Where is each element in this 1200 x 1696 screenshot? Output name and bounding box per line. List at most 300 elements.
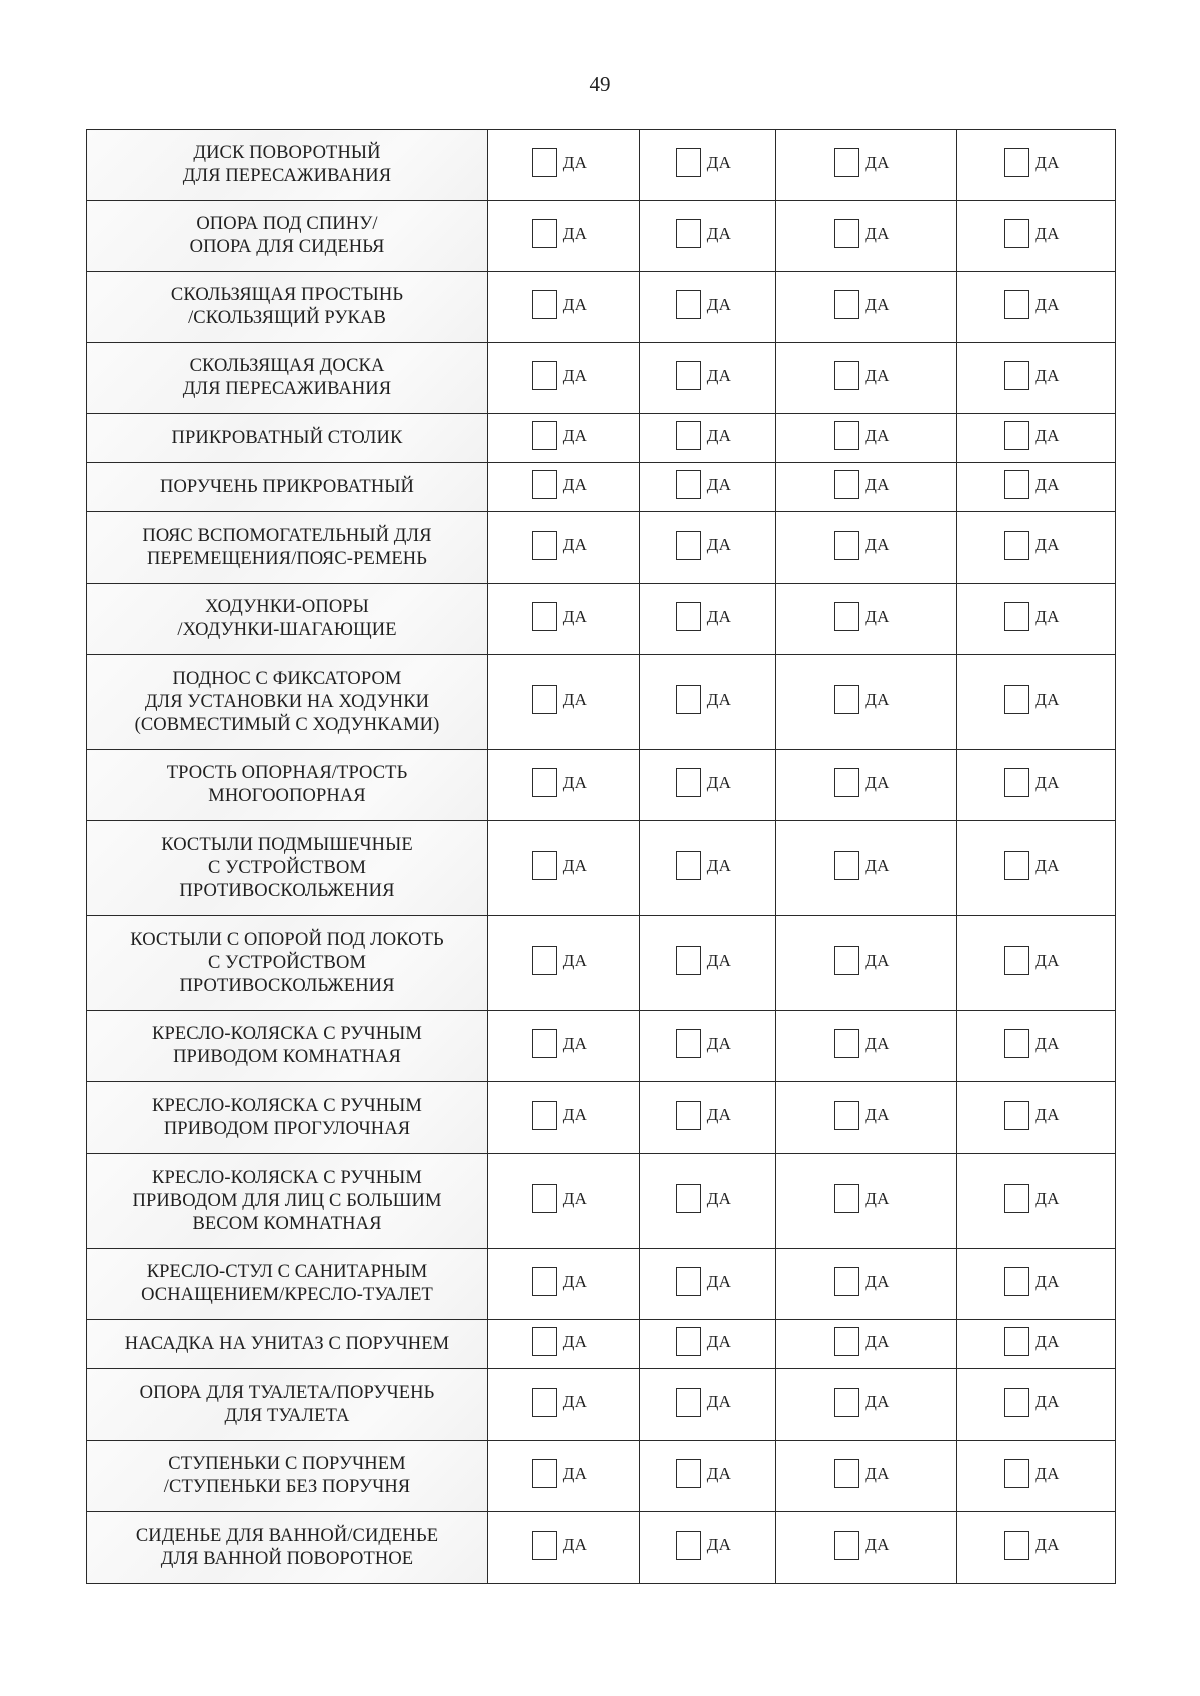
yes-label: ДА xyxy=(865,855,890,875)
item-name-cell xyxy=(87,1369,488,1441)
yes-option[interactable] xyxy=(532,1531,587,1560)
yes-option[interactable] xyxy=(676,531,731,560)
yes-option[interactable] xyxy=(532,1327,587,1356)
checkbox[interactable] xyxy=(676,1388,701,1417)
table-row xyxy=(87,1512,1116,1584)
checkbox[interactable] xyxy=(834,1388,859,1417)
yes-option[interactable] xyxy=(532,421,587,450)
yes-option[interactable] xyxy=(1004,1267,1059,1296)
item-name: СТУПЕНЬКИ С ПОРУЧНЕМ /СТУПЕНЬКИ БЕЗ ПОРУЧНЯ xyxy=(163,1454,411,1497)
yes-label: ДА xyxy=(706,425,732,445)
yes-label: ДА xyxy=(1035,474,1060,494)
option-cell xyxy=(640,916,776,1011)
yes-option[interactable] xyxy=(676,290,731,319)
table-row xyxy=(87,512,1116,584)
checkbox[interactable] xyxy=(532,851,557,880)
yes-label: ДА xyxy=(1035,1463,1060,1483)
checkbox[interactable] xyxy=(532,470,557,499)
yes-option[interactable] xyxy=(532,1388,587,1417)
checkbox[interactable] xyxy=(532,1029,557,1058)
table-row xyxy=(87,1320,1116,1369)
yes-option[interactable] xyxy=(676,1327,731,1356)
yes-label: ДА xyxy=(865,535,890,554)
yes-label: ДА xyxy=(706,223,732,243)
yes-option[interactable] xyxy=(1004,290,1059,319)
yes-label: ДА xyxy=(1035,365,1060,385)
yes-option[interactable] xyxy=(834,946,889,975)
option-cell xyxy=(776,272,957,343)
option-cell xyxy=(957,343,1116,414)
checkbox[interactable] xyxy=(532,1388,557,1417)
yes-option[interactable] xyxy=(1004,531,1059,560)
yes-label: ДА xyxy=(706,606,732,626)
checkbox[interactable] xyxy=(676,1459,701,1488)
yes-label: ДА xyxy=(1035,1033,1060,1053)
yes-option[interactable] xyxy=(532,768,587,797)
checkbox[interactable] xyxy=(676,1531,701,1560)
yes-option[interactable] xyxy=(834,1388,889,1417)
yes-label: ДА xyxy=(865,689,890,709)
yes-label: ДА xyxy=(1035,152,1060,172)
option-cell xyxy=(776,1369,957,1441)
option-cell xyxy=(640,272,776,343)
yes-option[interactable] xyxy=(1004,1184,1059,1213)
checkbox[interactable] xyxy=(1004,1101,1029,1130)
yes-option[interactable] xyxy=(1004,470,1059,499)
yes-option[interactable] xyxy=(834,361,889,390)
option-cell xyxy=(640,584,776,655)
checkbox[interactable] xyxy=(834,685,859,714)
option-cell xyxy=(488,512,640,584)
checkbox[interactable] xyxy=(676,1029,701,1058)
table-row xyxy=(87,584,1116,655)
checkbox[interactable] xyxy=(1004,946,1029,975)
checkbox[interactable] xyxy=(834,1267,859,1296)
yes-label: ДА xyxy=(865,152,890,172)
yes-option[interactable] xyxy=(532,1101,587,1130)
option-cell xyxy=(640,1154,776,1249)
yes-option[interactable] xyxy=(834,602,889,631)
option-cell xyxy=(488,1369,640,1441)
option-cell xyxy=(776,1082,957,1154)
yes-label: ДА xyxy=(1035,689,1060,709)
yes-label: ДА xyxy=(562,855,588,875)
yes-label: ДА xyxy=(562,950,588,970)
yes-option[interactable] xyxy=(676,148,731,177)
option-cell xyxy=(957,916,1116,1011)
item-name: СИДЕНЬЕ ДЛЯ ВАННОЙ/СИДЕНЬЕ ДЛЯ ВАННОЙ ПОВОРОТНОЕ xyxy=(135,1525,439,1569)
yes-option[interactable] xyxy=(532,1459,587,1488)
option-cell xyxy=(640,512,776,584)
table-row xyxy=(87,201,1116,272)
yes-label: ДА xyxy=(562,1331,588,1351)
yes-option[interactable] xyxy=(676,851,731,880)
item-name: ОПОРА ПОД СПИНУ/ ОПОРА ДЛЯ СИДЕНЬЯ xyxy=(189,214,385,257)
option-cell xyxy=(488,821,640,916)
item-name-cell xyxy=(87,512,488,584)
checkbox[interactable] xyxy=(676,361,701,390)
checkbox[interactable] xyxy=(1004,1267,1029,1296)
option-cell xyxy=(488,1011,640,1082)
yes-option[interactable] xyxy=(834,1267,889,1296)
yes-label: ДА xyxy=(865,1188,890,1208)
checkbox[interactable] xyxy=(1004,1531,1029,1560)
yes-option[interactable] xyxy=(834,290,889,319)
yes-label: ДА xyxy=(706,1331,732,1351)
page-number: 49 xyxy=(589,72,611,96)
checkbox[interactable] xyxy=(1004,1327,1029,1356)
checkbox[interactable] xyxy=(834,851,859,880)
option-cell xyxy=(640,1441,776,1512)
checkbox[interactable] xyxy=(532,531,557,560)
option-cell xyxy=(957,655,1116,750)
yes-label: ДА xyxy=(706,1033,732,1053)
yes-option[interactable] xyxy=(676,1459,731,1488)
yes-option[interactable] xyxy=(532,470,587,499)
yes-option[interactable] xyxy=(532,1184,587,1213)
yes-option[interactable] xyxy=(1004,685,1059,714)
checkbox[interactable] xyxy=(532,1327,557,1356)
yes-option[interactable] xyxy=(834,1029,889,1058)
yes-option[interactable] xyxy=(676,1101,731,1130)
checkbox[interactable] xyxy=(676,1184,701,1213)
checkbox[interactable] xyxy=(834,1531,859,1560)
yes-label: ДА xyxy=(562,1033,588,1053)
yes-option[interactable] xyxy=(834,768,889,797)
yes-option[interactable] xyxy=(1004,851,1059,880)
yes-option[interactable] xyxy=(1004,1459,1059,1488)
yes-option[interactable] xyxy=(676,1267,731,1296)
yes-option[interactable] xyxy=(532,1029,587,1058)
yes-option[interactable] xyxy=(676,470,731,499)
checkbox[interactable] xyxy=(676,1327,701,1356)
yes-label: ДА xyxy=(1035,1188,1060,1208)
checkbox[interactable] xyxy=(532,290,557,319)
checkbox[interactable] xyxy=(676,685,701,714)
yes-option[interactable] xyxy=(532,946,587,975)
yes-option[interactable] xyxy=(834,1531,889,1560)
checkbox[interactable] xyxy=(532,1101,557,1130)
yes-option[interactable] xyxy=(1004,1388,1059,1417)
yes-label: ДА xyxy=(865,772,890,792)
checkbox[interactable] xyxy=(532,685,557,714)
yes-option[interactable] xyxy=(834,1459,889,1488)
yes-option[interactable] xyxy=(532,290,587,319)
checkbox[interactable] xyxy=(834,768,859,797)
checkbox[interactable] xyxy=(532,602,557,631)
yes-label: ДА xyxy=(706,1463,732,1483)
checkbox[interactable] xyxy=(532,1531,557,1560)
yes-option[interactable] xyxy=(834,219,889,248)
yes-label: ДА xyxy=(1035,535,1060,554)
yes-option[interactable] xyxy=(532,685,587,714)
option-cell xyxy=(640,1011,776,1082)
checkbox[interactable] xyxy=(1004,1388,1029,1417)
checkbox[interactable] xyxy=(1004,1459,1029,1488)
yes-option[interactable] xyxy=(676,1029,731,1058)
yes-label: ДА xyxy=(562,535,588,554)
yes-label: ДА xyxy=(865,1033,890,1053)
yes-label: ДА xyxy=(562,1463,588,1483)
yes-option[interactable] xyxy=(676,1388,731,1417)
checkbox[interactable] xyxy=(834,1101,859,1130)
checkbox[interactable] xyxy=(834,421,859,450)
yes-option[interactable] xyxy=(532,148,587,177)
yes-option[interactable] xyxy=(1004,148,1059,177)
yes-label: ДА xyxy=(562,223,588,243)
option-cell xyxy=(776,463,957,512)
yes-label: ДА xyxy=(865,606,890,626)
table-row xyxy=(87,655,1116,750)
checkbox[interactable] xyxy=(532,148,557,177)
item-name: НАСАДКА НА УНИТАЗ С ПОРУЧНЕМ xyxy=(124,1333,450,1354)
checkbox[interactable] xyxy=(1004,851,1029,880)
yes-option[interactable] xyxy=(1004,602,1059,631)
item-name-cell xyxy=(87,130,488,201)
yes-option[interactable] xyxy=(676,685,731,714)
option-cell xyxy=(640,130,776,201)
option-cell xyxy=(488,414,640,463)
checkbox[interactable] xyxy=(676,851,701,880)
yes-option[interactable] xyxy=(532,219,587,248)
yes-option[interactable] xyxy=(834,531,889,560)
option-cell xyxy=(957,1011,1116,1082)
option-cell xyxy=(957,512,1116,584)
option-cell xyxy=(640,1082,776,1154)
checkbox[interactable] xyxy=(1004,685,1029,714)
checkbox[interactable] xyxy=(676,602,701,631)
checkbox[interactable] xyxy=(532,1267,557,1296)
checkbox[interactable] xyxy=(676,219,701,248)
option-cell xyxy=(640,463,776,512)
item-name: КОСТЫЛИ ПОДМЫШЕЧНЫЕ С УСТРОЙСТВОМ ПРОТИВОСКОЛЬЖЕНИЯ xyxy=(161,834,413,901)
checkbox[interactable] xyxy=(1004,219,1029,248)
yes-label: ДА xyxy=(865,1331,890,1351)
checkbox[interactable] xyxy=(1004,470,1029,499)
yes-label: ДА xyxy=(1035,772,1060,792)
checkbox[interactable] xyxy=(676,768,701,797)
yes-label: ДА xyxy=(865,365,890,385)
yes-option[interactable] xyxy=(1004,768,1059,797)
option-cell xyxy=(640,201,776,272)
option-cell xyxy=(957,130,1116,201)
checkbox[interactable] xyxy=(1004,1184,1029,1213)
yes-option[interactable] xyxy=(1004,421,1059,450)
checkbox[interactable] xyxy=(1004,602,1029,631)
checkbox[interactable] xyxy=(1004,1029,1029,1058)
checkbox[interactable] xyxy=(1004,290,1029,319)
checkbox[interactable] xyxy=(532,1184,557,1213)
yes-option[interactable] xyxy=(834,421,889,450)
checkbox[interactable] xyxy=(834,361,859,390)
option-cell xyxy=(776,1320,957,1369)
option-cell xyxy=(776,414,957,463)
yes-label: ДА xyxy=(562,365,588,385)
yes-option[interactable] xyxy=(1004,946,1059,975)
item-name-cell xyxy=(87,916,488,1011)
item-name-cell xyxy=(87,414,488,463)
yes-option[interactable] xyxy=(532,602,587,631)
item-name: КРЕСЛО-СТУЛ С САНИТАРНЫМ ОСНАЩЕНИЕМ/КРЕСЛО-ТУАЛЕТ xyxy=(141,1262,433,1305)
option-cell xyxy=(640,1512,776,1584)
yes-option[interactable] xyxy=(532,1267,587,1296)
yes-option[interactable] xyxy=(1004,1327,1059,1356)
checkbox[interactable] xyxy=(834,148,859,177)
checkbox[interactable] xyxy=(834,219,859,248)
option-cell xyxy=(488,750,640,821)
option-cell xyxy=(488,201,640,272)
yes-label: ДА xyxy=(1035,1392,1060,1411)
checkbox[interactable] xyxy=(676,531,701,560)
checkbox[interactable] xyxy=(1004,361,1029,390)
yes-label: ДА xyxy=(1035,1105,1060,1124)
yes-label: ДА xyxy=(706,1392,732,1411)
yes-option[interactable] xyxy=(1004,1101,1059,1130)
option-cell xyxy=(776,343,957,414)
yes-label: ДА xyxy=(865,1105,890,1124)
yes-label: ДА xyxy=(706,689,732,709)
checkbox[interactable] xyxy=(532,421,557,450)
yes-label: ДА xyxy=(1035,1271,1060,1291)
option-cell xyxy=(640,821,776,916)
yes-option[interactable] xyxy=(1004,219,1059,248)
checkbox[interactable] xyxy=(676,290,701,319)
option-cell xyxy=(640,343,776,414)
yes-option[interactable] xyxy=(834,1327,889,1356)
yes-option[interactable] xyxy=(532,851,587,880)
yes-option[interactable] xyxy=(676,602,731,631)
checkbox[interactable] xyxy=(834,1459,859,1488)
option-cell xyxy=(488,130,640,201)
yes-label: ДА xyxy=(562,772,588,792)
option-cell xyxy=(776,655,957,750)
option-cell xyxy=(957,414,1116,463)
yes-option[interactable] xyxy=(676,421,731,450)
option-cell xyxy=(488,343,640,414)
item-name-cell xyxy=(87,463,488,512)
checkbox[interactable] xyxy=(1004,768,1029,797)
yes-label: ДА xyxy=(562,474,588,494)
checkbox[interactable] xyxy=(834,1029,859,1058)
yes-label: ДА xyxy=(865,950,890,970)
checkbox[interactable] xyxy=(676,148,701,177)
table-row xyxy=(87,343,1116,414)
option-cell xyxy=(957,1082,1116,1154)
table-row xyxy=(87,1441,1116,1512)
item-name: ПОРУЧЕНЬ ПРИКРОВАТНЫЙ xyxy=(160,476,414,497)
yes-label: ДА xyxy=(706,294,732,314)
yes-option[interactable] xyxy=(676,946,731,975)
checkbox[interactable] xyxy=(1004,421,1029,450)
yes-option[interactable] xyxy=(676,361,731,390)
option-cell xyxy=(776,1249,957,1320)
yes-option[interactable] xyxy=(676,1531,731,1560)
table-row xyxy=(87,1011,1116,1082)
yes-option[interactable] xyxy=(834,148,889,177)
option-cell xyxy=(776,584,957,655)
checkbox[interactable] xyxy=(676,470,701,499)
yes-label: ДА xyxy=(865,223,890,243)
yes-option[interactable] xyxy=(834,470,889,499)
option-cell xyxy=(488,584,640,655)
item-name-cell xyxy=(87,750,488,821)
yes-option[interactable] xyxy=(1004,1029,1059,1058)
yes-option[interactable] xyxy=(676,1184,731,1213)
table-row xyxy=(87,414,1116,463)
yes-option[interactable] xyxy=(834,1101,889,1130)
yes-option[interactable] xyxy=(1004,1531,1059,1560)
checkbox[interactable] xyxy=(532,946,557,975)
checkbox[interactable] xyxy=(532,361,557,390)
item-name-cell xyxy=(87,655,488,750)
yes-label: ДА xyxy=(706,1188,732,1208)
option-cell xyxy=(640,655,776,750)
option-cell xyxy=(776,916,957,1011)
yes-label: ДА xyxy=(865,1392,890,1411)
yes-option[interactable] xyxy=(834,851,889,880)
item-name-cell xyxy=(87,201,488,272)
checkbox[interactable] xyxy=(676,421,701,450)
yes-label: ДА xyxy=(1035,1535,1060,1554)
yes-label: ДА xyxy=(706,772,732,792)
checkbox[interactable] xyxy=(1004,148,1029,177)
checkbox[interactable] xyxy=(834,470,859,499)
table-row xyxy=(87,130,1116,201)
checkbox[interactable] xyxy=(532,219,557,248)
option-cell xyxy=(488,1154,640,1249)
yes-label: ДА xyxy=(706,474,732,494)
yes-option[interactable] xyxy=(676,219,731,248)
checkbox[interactable] xyxy=(1004,531,1029,560)
yes-label: ДА xyxy=(562,1271,588,1291)
yes-label: ДА xyxy=(1035,223,1060,243)
checkbox[interactable] xyxy=(532,1459,557,1488)
checkbox[interactable] xyxy=(834,1184,859,1213)
option-cell xyxy=(957,1512,1116,1584)
yes-option[interactable] xyxy=(834,685,889,714)
yes-option[interactable] xyxy=(1004,361,1059,390)
option-cell xyxy=(488,1441,640,1512)
yes-option[interactable] xyxy=(676,768,731,797)
yes-label: ДА xyxy=(706,1535,732,1554)
option-cell xyxy=(640,1249,776,1320)
checkbox[interactable] xyxy=(676,1267,701,1296)
option-cell xyxy=(957,1249,1116,1320)
checkbox[interactable] xyxy=(676,946,701,975)
option-cell xyxy=(776,750,957,821)
yes-label: ДА xyxy=(865,294,890,314)
checkbox[interactable] xyxy=(676,1101,701,1130)
yes-label: ДА xyxy=(706,950,732,970)
checkbox[interactable] xyxy=(532,768,557,797)
checklist-body xyxy=(87,130,1116,1584)
checkbox[interactable] xyxy=(834,290,859,319)
checkbox[interactable] xyxy=(834,602,859,631)
checkbox[interactable] xyxy=(834,531,859,560)
yes-option[interactable] xyxy=(532,361,587,390)
checkbox[interactable] xyxy=(834,1327,859,1356)
yes-label: ДА xyxy=(1035,294,1060,314)
option-cell xyxy=(488,1082,640,1154)
yes-option[interactable] xyxy=(834,1184,889,1213)
option-cell xyxy=(957,750,1116,821)
checkbox[interactable] xyxy=(834,946,859,975)
yes-label: ДА xyxy=(562,1392,588,1411)
option-cell xyxy=(957,1320,1116,1369)
yes-option[interactable] xyxy=(532,531,587,560)
yes-label: ДА xyxy=(562,1188,588,1208)
option-cell xyxy=(957,201,1116,272)
